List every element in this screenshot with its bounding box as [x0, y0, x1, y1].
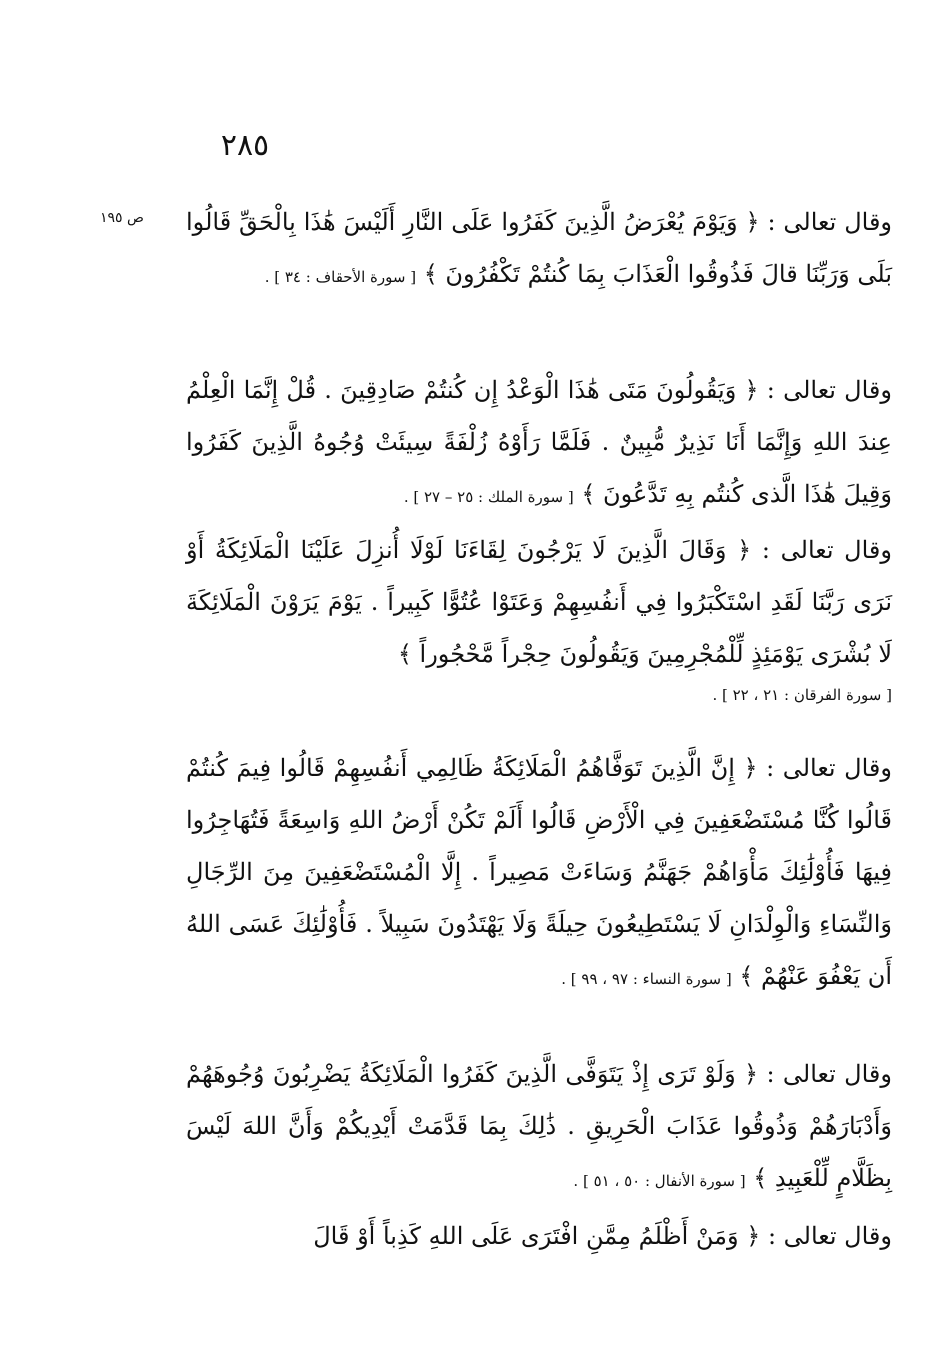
- paragraph-5-reference: [ سورة الأنفال : ٥٠ ، ٥١ ] .: [573, 1172, 746, 1190]
- paragraph-2-lead: وقال تعالى :: [766, 376, 892, 404]
- paragraph-2-reference: [ سورة الملك : ٢٥ – ٢٧ ] .: [403, 488, 574, 506]
- paragraph-4-reference: [ سورة النساء : ٩٧ ، ٩٩ ] .: [561, 970, 732, 988]
- paragraph-2: [186, 364, 892, 523]
- paragraph-5-verse: ﴿ وَلَوْ تَرَى إِذْ يَتَوَفَّى الَّذِينَ كَفَرُوا الْمَلَائِكَةُ يَضْرِبُونَ وُجُوهَهُمْ وَأَدْبَارَهُمْ وَذُوقُوا عَذَابَ الْحَرِيقِ . ذَٰلِكَ بِمَا قَدَّمَتْ أَيْدِيكُمْ وَأَنَّ اللهَ لَيْسَ بِظَلَّامٍ لِّلْعَبِيدِ ﴾: [186, 1060, 892, 1192]
- paragraph-3-verse: ﴿ وَقَالَ الَّذِينَ لَا يَرْجُونَ لِقَاءَنَا لَوْلَا أُنزِلَ عَلَيْنَا الْمَلَائِكَةُ أَوْ نَرَى رَبَّنَا لَقَدِ اسْتَكْبَرُوا فِي أَنفُسِهِمْ وَعَتَوْا عُتُوًّا كَبِيراً . يَوْمَ يَرَوْنَ الْمَلَائِكَةَ لَا بُشْرَى يَوْمَئِذٍ لِّلْمُجْرِمِينَ وَيَقُولُونَ حِجْراً مَّحْجُوراً ﴾: [186, 536, 892, 668]
- paragraph-6-verse: ﴿ وَمَنْ أَظْلَمُ مِمَّنِ افْتَرَى عَلَى اللهِ كَذِباً أَوْ قَالَ: [313, 1222, 761, 1250]
- paragraph-3-lead: وقال تعالى :: [761, 536, 892, 564]
- paragraph-6: [186, 1210, 892, 1262]
- paragraph-1-lead: وقال تعالى :: [767, 208, 893, 236]
- margin-note: ص ١٩٥: [100, 210, 144, 226]
- paragraph-1-verse: ﴿ وَيَوْمَ يُعْرَضُ الَّذِينَ كَفَرُوا عَلَى النَّارِ أَلَيْسَ هَٰذَا بِالْحَقِّ قَالُوا بَلَى وَرَبِّنَا قالَ فَذُوقُوا الْعَذَابَ بِمَا كُنتُمْ تَكْفُرُونَ ﴾: [186, 208, 892, 288]
- paragraph-4: [186, 742, 892, 1005]
- paragraph-4-lead: وقال تعالى :: [766, 754, 892, 782]
- paragraph-1-reference: [ سورة الأحقاف : ٣٤ ] .: [264, 268, 417, 286]
- paragraph-5-lead: وقال تعالى :: [766, 1060, 892, 1088]
- page-number: ٢٨٥: [220, 128, 270, 163]
- paragraph-3-reference: [ سورة الفرقان : ٢١ ، ٢٢ ] .: [712, 686, 892, 704]
- paragraph-5: [186, 1048, 892, 1207]
- paragraph-1: [186, 196, 892, 303]
- paragraph-2-verse: ﴿ وَيَقُولُونَ مَتَى هَٰذَا الْوَعْدُ إِن كُنتُمْ صَادِقِينَ . قُلْ إِنَّمَا الْعِلْمُ عِندَ اللهِ وَإِنَّمَا أَنَا نَذِيرٌ مُّبِينٌ . فَلَمَّا رَأَوْهُ زُلْفَةً سِيئَتْ وُجُوهُ الَّذِينَ كَفَرُوا وَقِيلَ هَٰذَا الَّذى كُنتُم بِهِ تَدَّعُونَ ﴾: [186, 376, 892, 508]
- paragraph-3: [186, 524, 892, 710]
- paragraph-4-verse: ﴿ إِنَّ الَّذِينَ تَوَفَّاهُمُ الْمَلَائِكَةُ ظَالِمِي أَنفُسِهِمْ قَالُوا فِيمَ كُنتُمْ قَالُوا كُنَّا مُسْتَضْعَفِينَ فِي الْأَرْضِ قَالُوا أَلَمْ تَكُنْ أَرْضُ اللهِ وَاسِعَةً فَتُهَاجِرُوا فِيهَا فَأُوْلَٰئِكَ مَأْوَاهُمْ جَهَنَّمُ وَسَاءَتْ مَصِيراً . إِلَّا الْمُسْتَضْعَفِينَ مِنَ الرِّجَالِ وَالنِّسَاءِ وَالْوِلْدَانِ لَا يَسْتَطِيعُونَ حِيلَةً وَلَا يَهْتَدُونَ سَبِيلاً . فَأُوْلَٰئِكَ عَسَى اللهُ أَن يَعْفُوَ عَنْهُمْ ﴾: [186, 754, 892, 990]
- paragraph-6-lead: وقال تعالى :: [767, 1222, 892, 1250]
